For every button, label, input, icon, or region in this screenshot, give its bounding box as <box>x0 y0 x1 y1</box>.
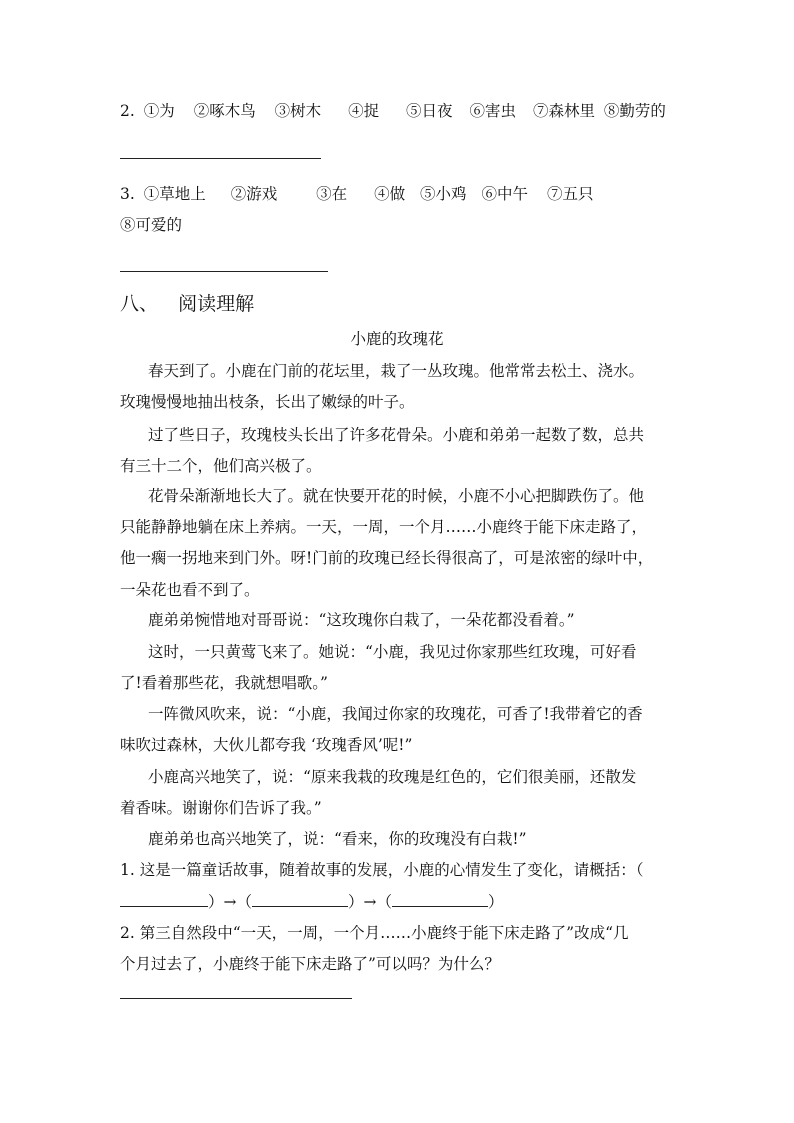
story-line: 一阵微风吹来，说：“小鹿，我闻过你家的玫瑰花，可香了!我带着它的香 <box>148 705 643 723</box>
q3-item: ③在 <box>316 185 348 203</box>
q3-item: ⑦五只 <box>546 185 594 203</box>
q2-item: ①为 <box>143 102 175 120</box>
q2-item: ⑦森林里 <box>532 102 595 120</box>
story-line: 了!看着那些花，我就想唱歌。” <box>120 674 328 692</box>
q3-item: ②游戏 <box>230 185 278 203</box>
section-number: 八、 <box>120 293 159 315</box>
story-line: 过了些日子，玫瑰枝头长出了许多花骨朵。小鹿和弟弟一起数了数，总共 <box>148 426 645 444</box>
closing-paren: ） <box>488 893 504 911</box>
story-line: 这时，一只黄莺飞来了。她说：“小鹿，我见过你家那些红玫瑰，可好看 <box>148 643 637 661</box>
story-line: 玫瑰慢慢地抽出枝条，长出了嫩绿的叶子。 <box>120 393 415 411</box>
q2-item: ⑧勤劳的 <box>603 102 666 120</box>
answer-blank-3[interactable] <box>392 891 488 907</box>
story-line: 有三十二个，他们高兴极了。 <box>120 457 322 475</box>
q3-line <box>120 184 593 204</box>
story-line: 鹿弟弟惋惜地对哥哥说：“这玫瑰你白栽了，一朵花都没看着。” <box>148 611 575 629</box>
story-line: 他一瘸一拐地来到门外。呀!门前的玫瑰已经长得很高了，可是浓密的绿叶中， <box>120 549 654 567</box>
story-line: 小鹿高兴地笑了，说：“原来我栽的玫瑰是红色的，它们很美丽，还散发 <box>148 768 637 786</box>
question-1: 1. 这是一篇童话故事，随着故事的发展，小鹿的心情发生了变化，请概括：（ <box>120 861 644 879</box>
q2-reading-answer-line[interactable] <box>120 998 352 999</box>
story-line: 一朵花也看不到了。 <box>120 581 260 599</box>
q2-item: ⑥害虫 <box>469 102 517 120</box>
arrow-separator: ）→（ <box>348 893 392 911</box>
answer-blank-2[interactable] <box>252 891 348 907</box>
story-line: 鹿弟弟也高兴地笑了，说：“看来，你的玫瑰没有白栽!” <box>148 830 527 848</box>
q3-item: ①草地上 <box>143 185 206 203</box>
q3-item: ⑤小鸡 <box>420 185 467 203</box>
q2-line <box>120 101 666 121</box>
section-title: 阅读理解 <box>178 293 255 315</box>
q2-number: 2. <box>120 102 135 120</box>
story-line: 只能静静地躺在床上养病。一天，一周，一个月……小鹿终于能下床走路了， <box>120 518 648 536</box>
q2-item: ④捉 <box>348 102 380 120</box>
q3-number: 3. <box>120 185 135 203</box>
story-title: 小鹿的玫瑰花 <box>350 330 444 348</box>
question-2-line-1: 2. 第三自然段中“一天，一周，一个月……小鹿终于能下床走路了”改成“几 <box>120 924 629 942</box>
q2-item: ⑤日夜 <box>406 102 453 120</box>
story-line: 春天到了。小鹿在门前的花坛里，栽了一丛玫瑰。他常常去松土、浇水。 <box>148 362 645 380</box>
q3-item: ⑥中午 <box>481 185 529 203</box>
question-2-line-2: 个月过去了，小鹿终于能下床走路了”可以吗？为什么？ <box>120 955 500 973</box>
section-heading <box>120 292 254 316</box>
story-line: 花骨朵渐渐地长大了。就在快要开花的时候，小鹿不小心把脚跌伤了。他 <box>148 487 645 505</box>
q2-item: ②啄木鸟 <box>193 102 256 120</box>
story-line: 味吹过森林，大伙儿都夸我 ‘玫瑰香风’呢!” <box>120 736 413 754</box>
q2-item: ③树木 <box>274 102 322 120</box>
q2-answer-line[interactable] <box>120 158 321 159</box>
q3-item-8: ⑧可爱的 <box>120 216 183 234</box>
q3-answer-line[interactable] <box>120 271 328 272</box>
answer-blank-1[interactable] <box>120 891 208 907</box>
arrow-separator: ）→（ <box>208 893 252 911</box>
question-1-blanks <box>120 891 504 912</box>
story-line: 着香味。谢谢你们告诉了我。” <box>120 799 322 817</box>
q3-item: ④做 <box>374 185 406 203</box>
